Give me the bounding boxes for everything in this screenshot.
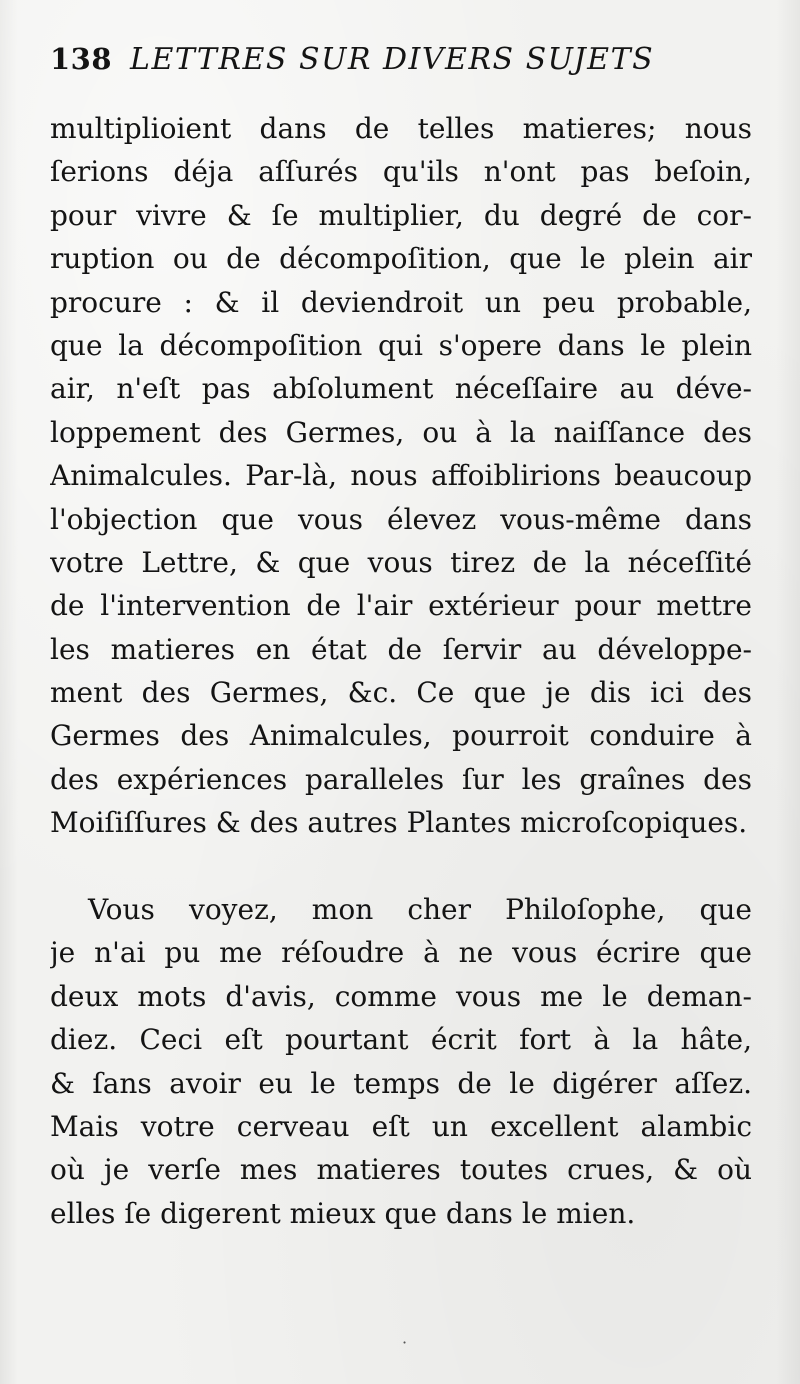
text-line: où je verſe mes matieres toutes crues, & où	[50, 1153, 752, 1187]
running-title: LETTRES SUR DIVERS SUJETS	[130, 42, 655, 77]
text-line: votre Lettre, & que vous tirez de la néceſſité	[50, 545, 752, 579]
text-line: procure : & il deviendroit un peu probable,	[50, 285, 752, 319]
text-line: ſerions déja aſſurés qu'ils n'ont pas beſoin,	[50, 155, 752, 189]
text-line: que la décompoſition qui s'opere dans le plein	[50, 328, 752, 362]
text-line: Moiſiſſures & des autres Plantes microſcopiques.	[50, 806, 748, 840]
text-line: des expériences paralleles ſur les graînes des	[50, 762, 752, 796]
text-line: loppement des Germes, ou à la naiſſance des	[50, 415, 752, 449]
text-line: pour vivre & ſe multiplier, du degré de cor-	[50, 198, 752, 232]
page-header	[50, 42, 670, 90]
text-line: diez. Ceci eſt pourtant écrit fort à la hâte,	[50, 1023, 752, 1057]
text-line: ment des Germes, &c. Ce que je dis ici des	[50, 676, 752, 710]
text-line: Animalcules. Par-là, nous affoiblirions beaucoup	[50, 459, 752, 493]
text-line: air, n'eſt pas abſolument néceſſaire au déve-	[50, 372, 752, 406]
text-line: Germes des Animalcules, pourroit conduire à	[50, 719, 752, 753]
text-line: l'objection que vous élevez vous-même dans	[50, 502, 752, 536]
text-line: je n'ai pu me réſoudre à ne vous écrire que	[50, 936, 752, 970]
text-line: & ſans avoir eu le temps de le digérer aſſez.	[50, 1066, 752, 1100]
text-line: multiplioient dans de telles matieres; nous	[50, 112, 752, 145]
paragraph-1	[50, 107, 752, 845]
text-line: de l'intervention de l'air extérieur pour mettre	[50, 589, 752, 623]
text-line: Mais votre cerveau eſt un excellent alambic	[50, 1109, 752, 1143]
paragraph-2	[50, 888, 752, 1235]
text-line: ruption ou de décompoſition, que le plein air	[50, 242, 752, 276]
text-line: les matieres en état de ſervir au développe-	[50, 632, 752, 666]
ink-speck-decoration: ·	[402, 1333, 408, 1352]
text-line: Vous voyez, mon cher Philoſophe, que	[88, 893, 752, 926]
page-number: 138	[50, 42, 113, 76]
text-line: elles ſe digerent mieux que dans le mien.	[50, 1196, 636, 1230]
text-line: deux mots d'avis, comme vous me le deman-	[50, 979, 752, 1013]
